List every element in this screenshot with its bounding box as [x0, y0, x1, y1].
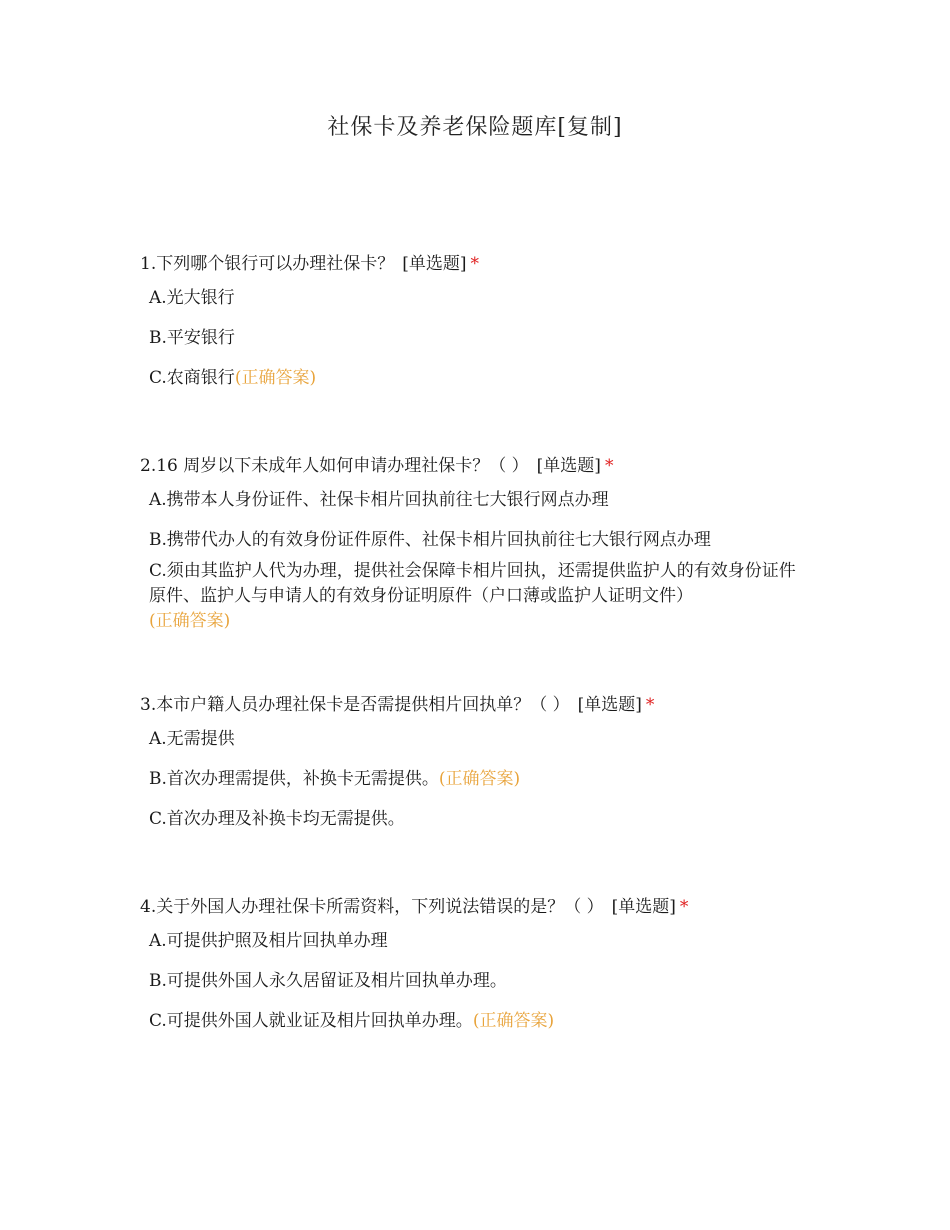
- correct-answer-tag: (正确答案): [438, 769, 521, 789]
- question-text: 2.16 周岁以下未成年人如何申请办理社保卡？（ ）: [140, 456, 529, 476]
- option-b: B.平安银行: [149, 328, 235, 348]
- option-b: B.可提供外国人永久居留证及相片回执单办理。: [149, 971, 507, 991]
- option-b: B.携带代办人的有效身份证件原件、社保卡相片回执前往七大银行网点办理: [149, 530, 711, 550]
- correct-answer-tag: (正确答案): [234, 368, 317, 388]
- correct-answer-tag: (正确答案): [472, 1011, 555, 1031]
- question-text: 1.下列哪个银行可以办理社保卡？: [140, 254, 395, 274]
- option-c: C.须由其监护人代为办理，提供社会保障卡相片回执，还需提供监护人的有效身份证件原件、监护人与申请人的有效身份证明原件（户口薄或监护人证明文件） (正确答案): [149, 561, 796, 631]
- question-type: [单选题]: [402, 254, 467, 274]
- question-4: [140, 895, 820, 1049]
- question-type: [单选题]: [611, 897, 676, 917]
- question-3: [140, 693, 820, 847]
- question-stem: [140, 693, 820, 717]
- question-2: [140, 454, 820, 640]
- required-mark: *: [470, 254, 479, 274]
- question-text: 4.关于外国人办理社保卡所需资料，下列说法错误的是？（ ）: [140, 897, 604, 917]
- option-c: C.首次办理及补换卡均无需提供。: [149, 809, 405, 829]
- question-text: 3.本市户籍人员办理社保卡是否需提供相片回执单？（ ）: [140, 695, 570, 715]
- option-c: C.可提供外国人就业证及相片回执单办理。(正确答案): [149, 1011, 555, 1031]
- option-b: B.首次办理需提供，补换卡无需提供。(正确答案): [149, 769, 521, 789]
- correct-answer-tag: (正确答案): [149, 611, 231, 631]
- option-a: A.光大银行: [149, 288, 235, 308]
- question-1: [140, 252, 820, 406]
- question-type: [单选题]: [577, 695, 642, 715]
- option-a: A.可提供护照及相片回执单办理: [149, 931, 388, 951]
- required-mark: *: [604, 456, 614, 476]
- option-c: C.农商银行(正确答案): [149, 368, 317, 388]
- question-stem: [140, 895, 820, 919]
- required-mark: *: [645, 695, 655, 715]
- page-title: 社保卡及养老保险题库[复制]: [327, 115, 623, 140]
- question-stem: [140, 454, 820, 478]
- option-a: A.无需提供: [149, 729, 235, 749]
- question-type: [单选题]: [536, 456, 601, 476]
- question-stem: [140, 252, 820, 276]
- option-a: A.携带本人身份证件、社保卡相片回执前往七大银行网点办理: [149, 490, 609, 510]
- required-mark: *: [679, 897, 689, 917]
